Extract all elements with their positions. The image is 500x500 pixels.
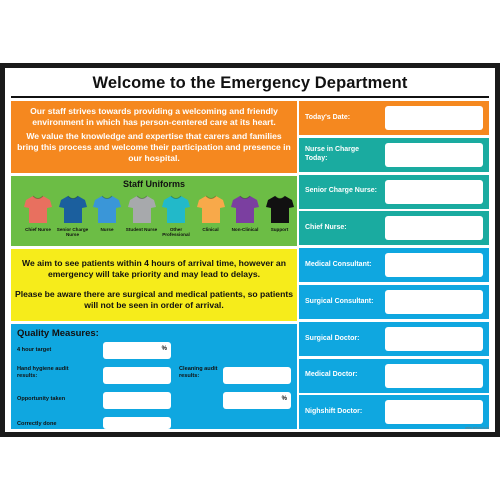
staff-uniforms-panel [11, 176, 297, 246]
staff-row-label: Senior Charge Nurse: [305, 187, 377, 195]
quality-measures-panel [11, 324, 297, 429]
staff-row-label: Nurse in Charge Today: [305, 146, 360, 162]
staff-row [299, 211, 489, 245]
t-shirt-icon [265, 194, 295, 224]
uniform-label: Student Nurse [125, 227, 158, 232]
t-shirt-icon [196, 194, 226, 224]
t-shirt-icon [58, 194, 88, 224]
board-title: Welcome to the Emergency Department [92, 74, 408, 92]
opportunity-label: Opportunity taken [17, 396, 66, 402]
staff-row-label: Surgical Consultant: [305, 297, 374, 305]
percent-unit: % [281, 396, 287, 402]
staff-row-field[interactable] [385, 253, 483, 277]
uniform-label: Clinical [202, 227, 219, 232]
staff-row-field[interactable] [385, 327, 483, 351]
four-hour-label: 4 hour target [17, 347, 52, 353]
staff-row [299, 359, 489, 393]
staff-row-label: Chief Nurse: [305, 224, 347, 232]
staff-row-label: Today's Date: [305, 113, 351, 121]
staff-row-label: Nighshift Doctor: [305, 408, 363, 416]
uniform-label: Other Professional [162, 227, 190, 238]
cleaning-field[interactable] [223, 367, 291, 384]
staff-row-field[interactable] [385, 400, 483, 424]
t-shirt-icon [161, 194, 191, 224]
intro-panel [11, 101, 297, 173]
staff-row [299, 395, 489, 429]
quality-title: Quality Measures: [17, 328, 99, 339]
intro-text-1: Our staff strives towards providing a welcoming and friendly environment in which has person-centered care at its heart. [30, 106, 278, 127]
notice-board-frame [0, 63, 500, 437]
staff-row-label: Surgical Doctor: [305, 334, 360, 342]
t-shirt-icon [92, 194, 122, 224]
uniform-label: Senior Charge Nurse [56, 227, 89, 238]
cleaning-label: Cleaning audit results: [179, 366, 218, 379]
four-hour-field[interactable] [103, 342, 171, 359]
uniform-label: Non-Clinical [231, 227, 259, 232]
uniforms-title: Staff Uniforms [122, 179, 185, 189]
correctly-done-label: Correctly done [17, 421, 57, 427]
hand-hygiene-label: Hand hygiene audit results: [17, 366, 69, 379]
opportunity-percent-field[interactable] [223, 392, 291, 409]
staff-row-field[interactable] [385, 180, 483, 204]
staff-row-field[interactable] [385, 364, 483, 388]
intro-text-2: We value the knowledge and expertise that carers and families bring this process and welcome their participation and presence in our hospital. [17, 131, 291, 163]
notice-text-1: We aim to see patients within 4 hours of arrival time, however an emergency will take priority and may lead to delays. [22, 258, 286, 279]
copyright-text: www.seton.co.uk [465, 426, 489, 430]
waiting-notice-panel [11, 249, 297, 321]
notice-text-2: Please be aware there are surgical and medical patients, so patients will not be seen in order of arrival. [15, 289, 293, 310]
staff-row-label: Medical Doctor: [305, 371, 358, 379]
staff-row-field[interactable] [385, 143, 483, 167]
staff-row [299, 322, 489, 356]
staff-row [299, 285, 489, 319]
t-shirt-icon [23, 194, 53, 224]
uniform-label: Support [270, 227, 289, 232]
staff-row-field[interactable] [385, 290, 483, 314]
percent-unit: % [161, 346, 167, 352]
hand-hygiene-field[interactable] [103, 367, 171, 384]
title-divider [11, 96, 489, 98]
staff-row [299, 138, 489, 172]
opportunity-field[interactable] [103, 392, 171, 409]
staff-row [299, 101, 489, 135]
uniform-label: Nurse [100, 227, 114, 232]
t-shirt-icon [230, 194, 260, 224]
staff-row-field[interactable] [385, 106, 483, 130]
staff-row [299, 248, 489, 282]
staff-row-label: Medical Consultant: [305, 260, 372, 268]
t-shirt-icon [127, 194, 157, 224]
correctly-done-field[interactable] [103, 417, 171, 429]
uniform-label: Chief Nurse [25, 227, 51, 232]
staff-row [299, 175, 489, 209]
notice-board [5, 68, 495, 432]
staff-row-field[interactable] [385, 216, 483, 240]
